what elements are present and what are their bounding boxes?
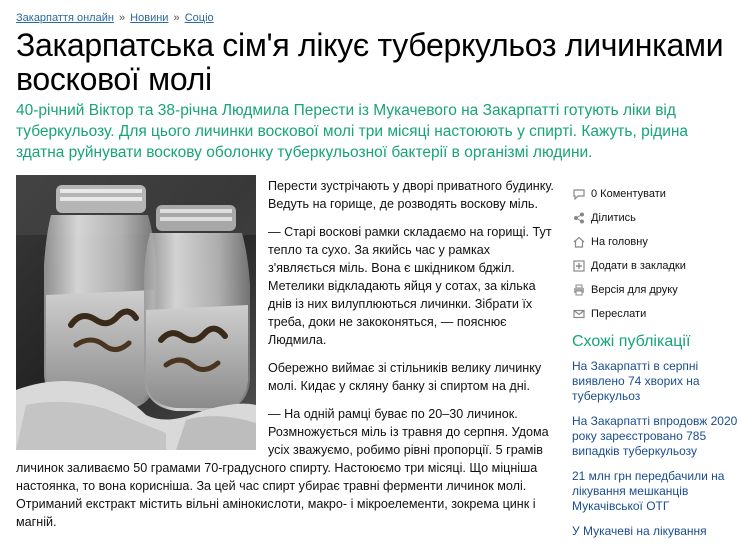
article-paragraph: Перести зустрічають у дворі приватного будинку. Ведуть на горище, де розводять воскову міль. xyxy=(268,179,554,211)
share-icon xyxy=(572,211,586,225)
home-icon xyxy=(572,235,586,249)
photo-spacer xyxy=(16,177,256,458)
comments-label: 0 Коментувати xyxy=(591,188,666,200)
article-lead: 40-річний Віктор та 38-річна Людмила Перести із Мукачевого на Закарпатті готують ліки від туберкульозу. Для цього личинки воскової молі три місяці настоюють у спирті. Кажуть, рідина здатна руйнувати воскову оболонку туберкульозної бактерії в організмі людини. xyxy=(16,102,689,161)
bookmark-label: Додати в закладки xyxy=(591,260,686,272)
forward-action[interactable] xyxy=(572,302,737,326)
mail-icon xyxy=(572,307,586,321)
bookmark-add-icon xyxy=(572,259,586,273)
breadcrumb-link-site[interactable]: Закарпаття онлайн xyxy=(16,12,114,24)
forward-label: Переслати xyxy=(591,308,647,320)
related-item[interactable]: На Закарпатті в серпні виявлено 74 хворих на туберкульоз xyxy=(572,359,700,403)
related-list xyxy=(572,359,740,549)
print-icon xyxy=(572,283,586,297)
breadcrumb-separator: » xyxy=(173,12,180,24)
article-body xyxy=(16,177,556,531)
related-title: Схожі публікації xyxy=(572,333,691,350)
article-paragraph: Обережно виймає зі стільників велику личинку молі. Кидає у скляну банку зі спиртом на дні. xyxy=(268,361,542,393)
breadcrumb-separator: » xyxy=(118,12,126,24)
home-label: На головну xyxy=(591,236,648,248)
article-actions xyxy=(572,182,737,326)
article-title: Закарпатська сім'я лікує туберкульоз личинками воскової молі xyxy=(16,27,724,97)
comments-action[interactable] xyxy=(572,182,737,206)
breadcrumb-link-news[interactable]: Новини xyxy=(130,12,169,24)
home-action[interactable] xyxy=(572,230,737,254)
article-paragraph: — Старі воскові рамки складаємо на горищі. Тут тепло та сухо. За якийсь час у рамках з'являється міль. Вона є шкідником бджіл. Метелики відкладають яйця у сотах, за кілька днів із них вилуплюються личинки. Зібрати їх треба, доки не закоконяться, — пояснює Людмила. xyxy=(268,225,552,347)
breadcrumb-link-socio[interactable]: Соціо xyxy=(184,12,214,24)
share-label: Ділитись xyxy=(591,212,636,224)
related-item[interactable]: 21 млн грн передбачили на лікування мешканців Мукачівської ОТГ xyxy=(572,469,725,513)
share-action[interactable] xyxy=(572,206,737,230)
related-item[interactable]: У Мукачеві на лікування xyxy=(572,524,707,538)
article-paragraph: — На одній рамці буває по 20–30 личинок. Розмножується міль із травня до серпня. Удома усіх зважуємо, робимо рівні пропорції. 5 грамів личинок заливаємо 50 грамами 70-градусного спирту. Настоюємо три місяці. Що міцніша настоянка, то вона корисніша. За цей час спирт убирає травні ферменти личинок молі. Отриманий екстракт містить вільні амінокислоти, макро- і мікроелементи, зокрема цинк і магній. xyxy=(16,407,549,529)
related-item[interactable]: На Закарпатті впродовж 2020 року зареєстровано 785 випадків туберкульозу xyxy=(572,414,738,458)
print-label: Версія для друку xyxy=(591,284,678,296)
bookmark-action[interactable] xyxy=(572,254,737,278)
breadcrumb xyxy=(16,12,214,24)
comment-icon xyxy=(572,187,586,201)
print-action[interactable] xyxy=(572,278,737,302)
